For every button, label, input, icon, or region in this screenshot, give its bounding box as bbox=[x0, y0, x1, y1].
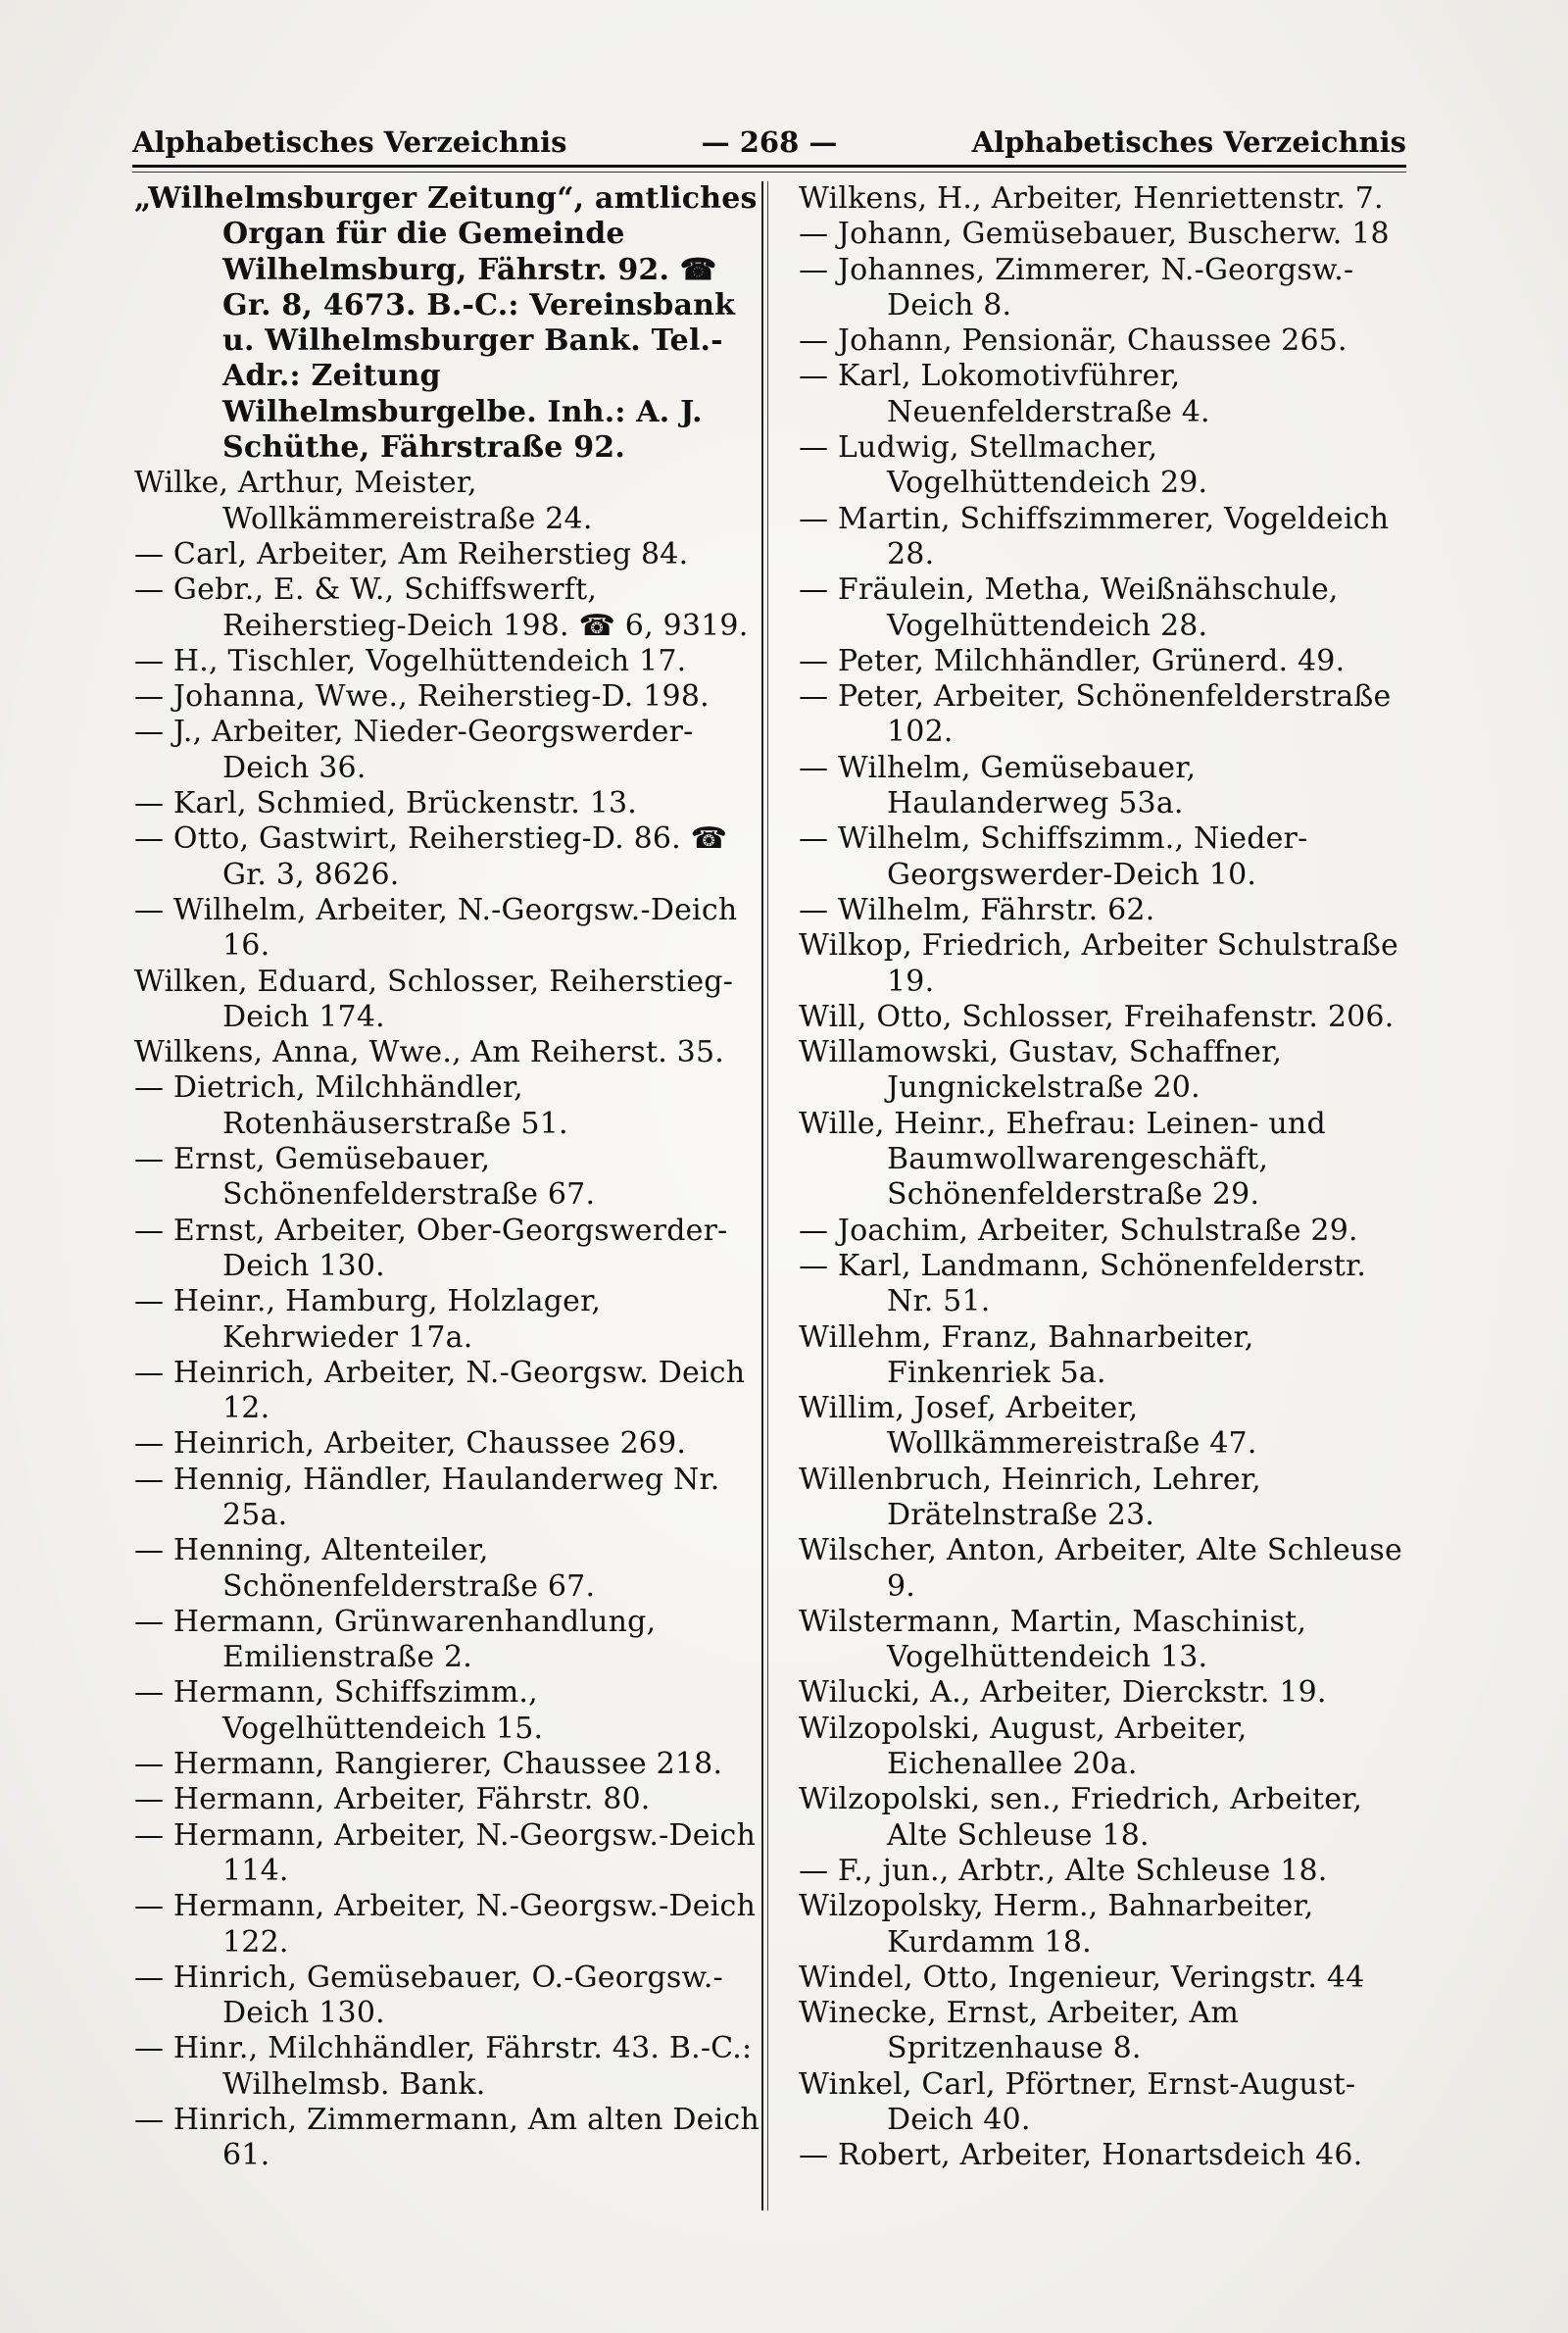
directory-entry: — Heinr., Hamburg, Holzlager, Kehrwieder 17a. bbox=[134, 1284, 602, 1355]
directory-entry: — Hermann, Schiffszimm., Vogelhüttendeich 15. bbox=[134, 1675, 544, 1746]
header-rule-thick bbox=[132, 165, 1406, 168]
directory-entry: — Wilhelm, Schiffszimm., Nieder-Georgswerder-Deich 10. bbox=[799, 821, 1308, 892]
directory-entry: — Otto, Gastwirt, Reiherstieg-D. 86. ☎ Gr. 3, 8626. bbox=[134, 821, 728, 892]
column-divider-thin bbox=[767, 181, 768, 2210]
directory-entry: Will, Otto, Schlosser, Freihafenstr. 206. bbox=[799, 999, 1395, 1034]
directory-entry: — Hermann, Grünwarenhandlung, Emilienstraße 2. bbox=[134, 1604, 657, 1675]
directory-entry: — Joachim, Arbeiter, Schulstraße 29. bbox=[799, 1213, 1358, 1248]
directory-entry: Wilkop, Friedrich, Arbeiter Schulstraße 19. bbox=[799, 928, 1398, 999]
directory-entry: — Carl, Arbeiter, Am Reiherstieg 84. bbox=[134, 536, 689, 571]
directory-entry: Willenbruch, Heinrich, Lehrer, Drätelnstraße 23. bbox=[799, 1462, 1261, 1532]
directory-entry: — Peter, Milchhändler, Grünerd. 49. bbox=[799, 643, 1346, 678]
directory-entry: — Gebr., E. & W., Schiffswerft, Reiherstieg-Deich 198. ☎ 6, 9319. bbox=[134, 572, 749, 643]
directory-entry: — F., jun., Arbtr., Alte Schleuse 18. bbox=[799, 1853, 1328, 1888]
directory-entry: — Johann, Gemüsebauer, Buscherw. 18 bbox=[799, 217, 1390, 252]
directory-entry: Willamowski, Gustav, Schaffner, Jungnickelstraße 20. bbox=[799, 1035, 1283, 1106]
directory-entry: — Ernst, Gemüsebauer, Schönenfelderstraße 67. bbox=[134, 1142, 596, 1213]
directory-entry: — Hinrich, Zimmermann, Am alten Deich 61. bbox=[134, 2103, 760, 2173]
directory-entry: Wilke, Arthur, Meister, Wollkämmereistraße 24. bbox=[134, 466, 593, 536]
directory-entry: — Hermann, Arbeiter, N.-Georgsw.-Deich 114. bbox=[134, 1817, 756, 1888]
directory-entry: Wilzopolsky, Herm., Bahnarbeiter, Kurdamm 18. bbox=[799, 1889, 1314, 1960]
directory-entry: — Dietrich, Milchhändler, Rotenhäuserstraße 51. bbox=[134, 1070, 568, 1141]
directory-entry: — Wilhelm, Gemüsebauer, Haulanderweg 53a. bbox=[799, 750, 1197, 821]
directory-entry: — H., Tischler, Vogelhüttendeich 17. bbox=[134, 643, 687, 678]
directory-entry: — Martin, Schiffszimmerer, Vogeldeich 28. bbox=[799, 501, 1390, 571]
directory-entry: — Karl, Lokomotivführer, Neuenfelderstraße 4. bbox=[799, 359, 1210, 429]
header-rule-thin bbox=[132, 172, 1406, 173]
directory-entry: Winecke, Ernst, Arbeiter, Am Spritzenhause 8. bbox=[799, 1996, 1240, 2066]
directory-entry: — Karl, Schmied, Brückenstr. 13. bbox=[134, 786, 638, 821]
directory-entry: — Robert, Arbeiter, Honartsdeich 46. bbox=[799, 2138, 1363, 2173]
directory-entry: Wille, Heinr., Ehefrau: Leinen- und Baumwollwarengeschäft, Schönenfelderstraße 29. bbox=[799, 1106, 1326, 1213]
column-divider bbox=[761, 181, 763, 2210]
directory-entry: Wilzopolski, sen., Friedrich, Arbeiter, Alte Schleuse 18. bbox=[799, 1782, 1363, 1853]
directory-entry: — Hermann, Arbeiter, N.-Georgsw.-Deich 122. bbox=[134, 1889, 756, 1960]
directory-entry: — Johannes, Zimmerer, N.-Georgsw.-Deich 8. bbox=[799, 252, 1354, 323]
directory-entry: — Wilhelm, Fährstr. 62. bbox=[799, 892, 1155, 927]
directory-entry: „Wilhelmsburger Zeitung“, amtliches Organ für die Gemeinde Wilhelmsburg, Fährstr. 92. ☎ Gr. 8, 4673. B.-C.: Vereinsbank u. Wilhelmsburger Bank. Tel.-Adr.: Zeitung Wilhelmsburgelbe. Inh.: A. J. Schüthe, Fährstraße 92. bbox=[134, 181, 758, 466]
running-title-right: Alphabetisches Verzeichnis bbox=[971, 125, 1406, 159]
directory-entry: — Hermann, Arbeiter, Fährstr. 80. bbox=[134, 1782, 651, 1817]
directory-entry: — Fräulein, Metha, Weißnähschule, Vogelhüttendeich 28. bbox=[799, 572, 1339, 643]
page-number: — 268 — bbox=[701, 125, 838, 159]
directory-entry: — Johann, Pensionär, Chaussee 265. bbox=[799, 323, 1348, 359]
directory-entry: — Ludwig, Stellmacher, Vogelhüttendeich 29. bbox=[799, 430, 1208, 501]
directory-entry: Wilkens, H., Arbeiter, Henriettenstr. 7. bbox=[799, 181, 1384, 216]
directory-entry: — Wilhelm, Arbeiter, N.-Georgsw.-Deich 16. bbox=[134, 892, 738, 964]
directory-entry: Wilzopolski, August, Arbeiter, Eichenallee 20a. bbox=[799, 1711, 1248, 1782]
page-header bbox=[132, 125, 1406, 169]
directory-entry: — Hinrich, Gemüsebauer, O.-Georgsw.-Deich 130. bbox=[134, 1960, 723, 2031]
directory-entry: — Karl, Landmann, Schönenfelderstr. Nr. 51. bbox=[799, 1248, 1367, 1319]
directory-entry: Wilstermann, Martin, Maschinist, Vogelhüttendeich 13. bbox=[799, 1604, 1307, 1675]
directory-entry: Willim, Josef, Arbeiter, Wollkämmereistraße 47. bbox=[799, 1391, 1257, 1462]
running-title-left: Alphabetisches Verzeichnis bbox=[132, 125, 567, 159]
directory-entry: Wilken, Eduard, Schlosser, Reiherstieg-Deich 174. bbox=[134, 964, 734, 1034]
directory-entry: — Heinrich, Arbeiter, N.-Georgsw. Deich 12. bbox=[134, 1355, 746, 1426]
directory-entry: — Henning, Altenteiler, Schönenfelderstraße 67. bbox=[134, 1533, 596, 1604]
directory-entry: — Heinrich, Arbeiter, Chaussee 269. bbox=[134, 1426, 687, 1462]
directory-entry: — Johanna, Wwe., Reiherstieg-D. 198. bbox=[134, 679, 710, 715]
directory-entry: — Peter, Arbeiter, Schönenfelderstraße 102. bbox=[799, 679, 1392, 750]
directory-entry: — J., Arbeiter, Nieder-Georgswerder-Deich 36. bbox=[134, 715, 694, 785]
directory-entry: Wilucki, A., Arbeiter, Dierckstr. 19. bbox=[799, 1675, 1327, 1711]
directory-entry: Windel, Otto, Ingenieur, Veringstr. 44 bbox=[799, 1960, 1365, 1995]
left-column bbox=[134, 181, 761, 2174]
directory-entry: Wilkens, Anna, Wwe., Am Reiherst. 35. bbox=[134, 1035, 724, 1070]
directory-entry: — Ernst, Arbeiter, Ober-Georgswerder-Deich 130. bbox=[134, 1213, 728, 1283]
directory-entry: — Hinr., Milchhändler, Fährstr. 43. B.-C.: Wilhelmsb. Bank. bbox=[134, 2031, 753, 2102]
directory-entry: Willehm, Franz, Bahnarbeiter, Finkenriek 5a. bbox=[799, 1319, 1254, 1390]
directory-entry: Winkel, Carl, Pförtner, Ernst-August-Deich 40. bbox=[799, 2066, 1356, 2138]
directory-entry: Wilscher, Anton, Arbeiter, Alte Schleuse 9. bbox=[799, 1533, 1402, 1604]
directory-entry: — Hermann, Rangierer, Chaussee 218. bbox=[134, 1747, 723, 1782]
right-column bbox=[799, 181, 1411, 2174]
directory-entry: — Hennig, Händler, Haulanderweg Nr. 25a. bbox=[134, 1462, 720, 1532]
